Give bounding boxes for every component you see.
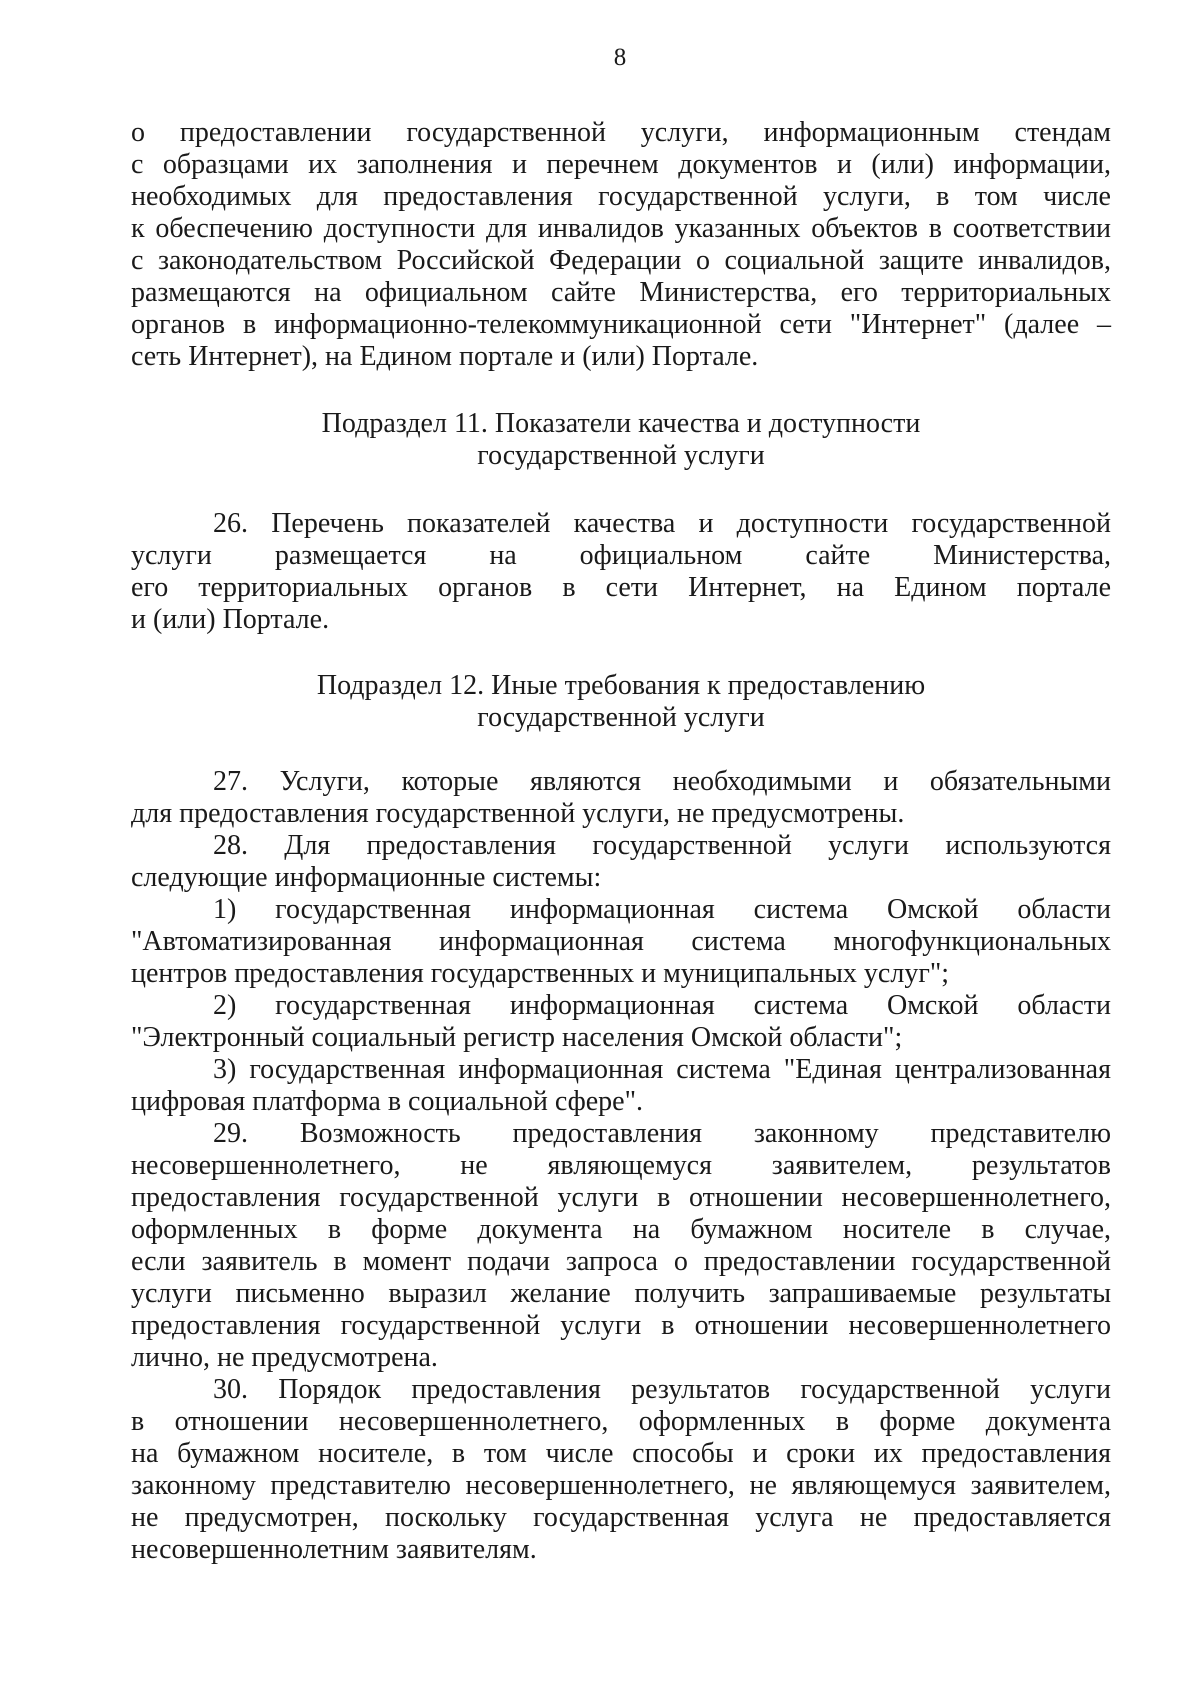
text-line: 27. Услуги, которые являются необходимыми и обязательными (213, 766, 1111, 797)
text-line: предоставления государственной услуги в отношении несовершеннолетнего (131, 1310, 1111, 1341)
page-number: 8 (613, 44, 627, 71)
heading-line: Подраздел 11. Показатели качества и доступности (321, 408, 921, 439)
text-line: 28. Для предоставления государственной услуги используются (213, 830, 1111, 861)
text-line: его территориальных органов в сети Интернет, на Едином портале (131, 572, 1111, 603)
text-line: 30. Порядок предоставления результатов государственной услуги (213, 1374, 1111, 1405)
text-line: следующие информационные системы: (131, 862, 602, 893)
heading-line: государственной услуги (477, 702, 765, 733)
text-line: на бумажном носителе, в том числе способы и сроки их предоставления (131, 1438, 1111, 1469)
text-line: лично, не предусмотрена. (131, 1342, 438, 1373)
text-line: к обеспечению доступности для инвалидов указанных объектов в соответствии (131, 213, 1111, 244)
heading-line: Подраздел 12. Иные требования к предоставлению (316, 670, 926, 701)
text-line: с образцами их заполнения и перечнем документов и (или) информации, (131, 149, 1111, 180)
text-line: несовершеннолетним заявителям. (131, 1534, 537, 1565)
text-line: в отношении несовершеннолетнего, оформленных в форме документа (131, 1406, 1111, 1437)
text-line: и (или) Портале. (131, 604, 330, 635)
text-line: необходимых для предоставления государственной услуги, в том числе (131, 181, 1111, 212)
text-line: 2) государственная информационная система Омской области (213, 990, 1111, 1021)
items-27-30-paragraphs (131, 766, 1111, 1566)
text-line: предоставления государственной услуги в отношении несовершеннолетнего, (131, 1182, 1111, 1213)
text-line: законному представителю несовершеннолетнего, не являющемуся заявителем, (131, 1470, 1111, 1501)
text-line: о предоставлении государственной услуги, информационным стендам (131, 117, 1111, 148)
text-line: оформленных в форме документа на бумажном носителе в случае, (131, 1214, 1111, 1245)
text-line: "Автоматизированная информационная система многофункциональных (131, 926, 1111, 957)
item-26-paragraph (131, 508, 1111, 636)
text-line: несовершеннолетнего, не являющемуся заявителем, результатов (131, 1150, 1111, 1181)
text-line: услуги размещается на официальном сайте Министерства, (131, 540, 1111, 571)
text-line: если заявитель в момент подачи запроса о предоставлении государственной (131, 1246, 1111, 1277)
text-line: для предоставления государственной услуги, не предусмотрены. (131, 798, 905, 829)
text-line: центров предоставления государственных и муниципальных услуг"; (131, 958, 950, 989)
text-line: 29. Возможность предоставления законному представителю (213, 1118, 1111, 1149)
text-line: размещаются на официальном сайте Министерства, его территориальных (131, 277, 1111, 308)
subsection-11-heading (131, 408, 1111, 472)
text-line: не предусмотрен, поскольку государственная услуга не предоставляется (131, 1502, 1111, 1533)
text-line: с законодательством Российской Федерации о социальной защите инвалидов, (131, 245, 1111, 276)
text-line: 26. Перечень показателей качества и доступности государственной (213, 508, 1111, 539)
text-line: сеть Интернет), на Едином портале и (или) Портале. (131, 341, 759, 372)
text-line: органов в информационно-телекоммуникационной сети "Интернет" (далее – (131, 309, 1111, 340)
intro-paragraph (131, 117, 1111, 373)
text-line: цифровая платформа в социальной сфере". (131, 1086, 644, 1117)
text-line: услуги письменно выразил желание получить запрашиваемые результаты (131, 1278, 1111, 1309)
text-line: 1) государственная информационная система Омской области (213, 894, 1111, 925)
heading-line: государственной услуги (477, 440, 765, 471)
text-line: "Электронный социальный регистр населения Омской области"; (131, 1022, 903, 1053)
text-line: 3) государственная информационная система "Единая централизованная (213, 1054, 1111, 1085)
subsection-12-heading (131, 670, 1111, 734)
